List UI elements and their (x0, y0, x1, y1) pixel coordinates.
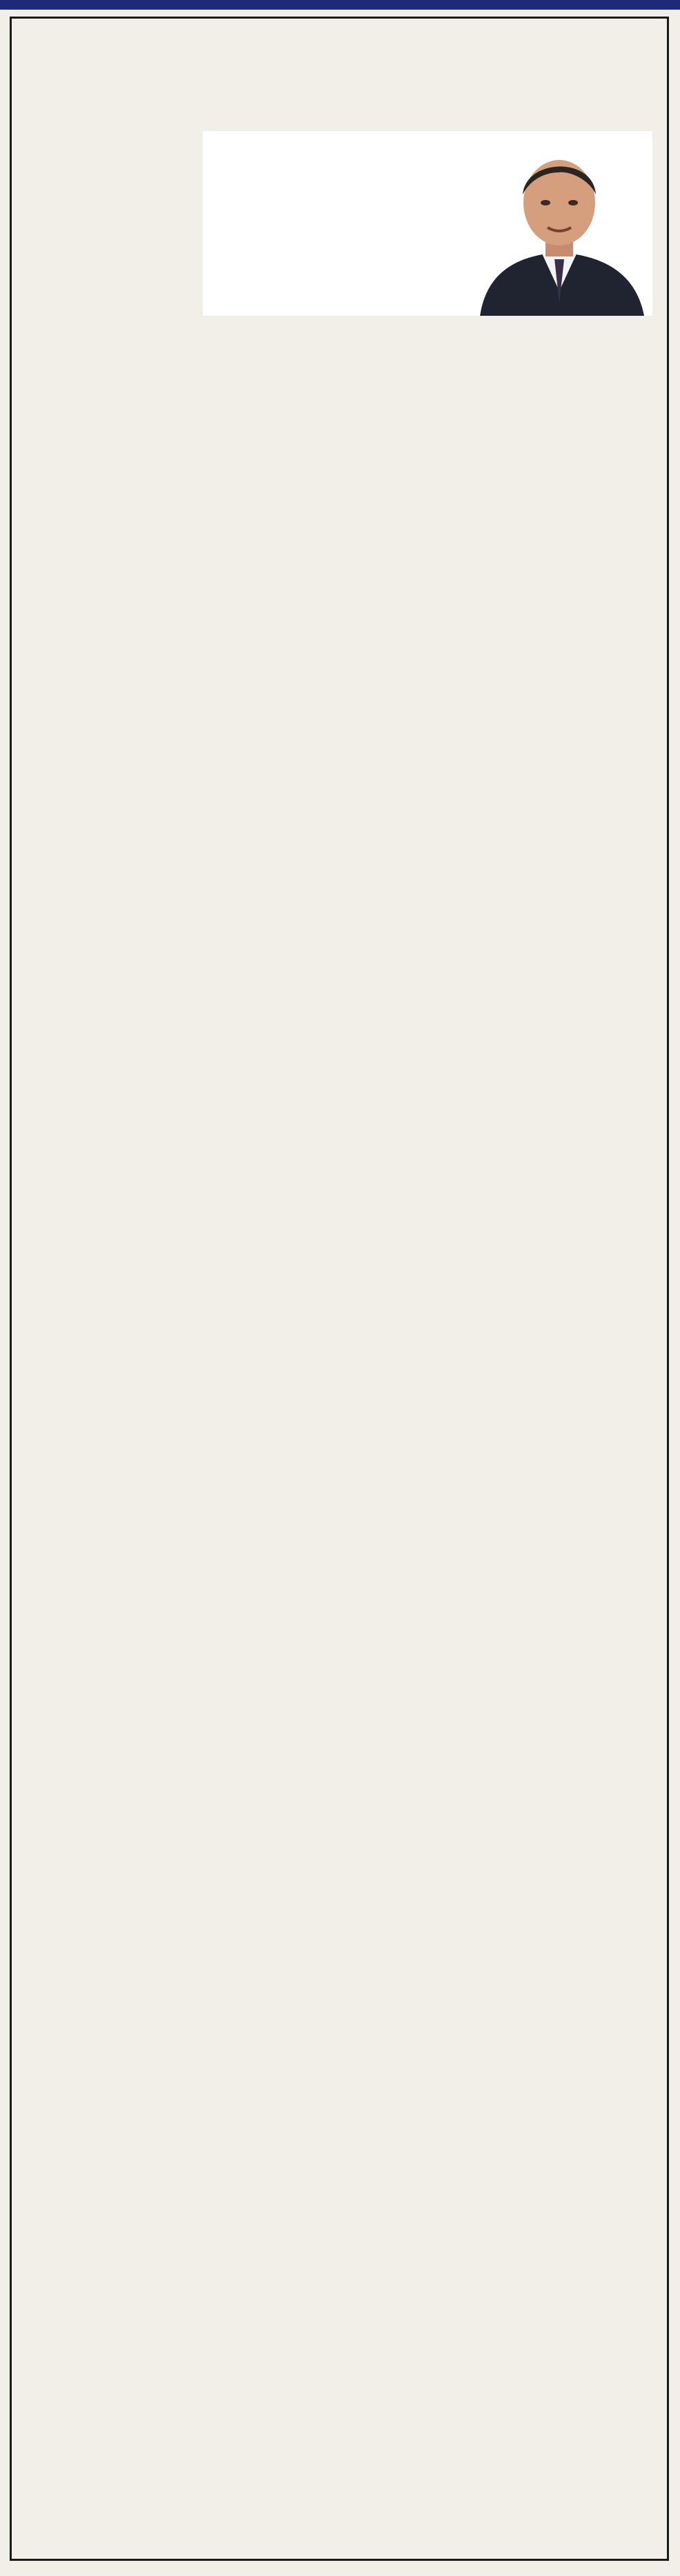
article-frame (10, 17, 669, 2561)
author-box (203, 131, 652, 316)
headline (28, 41, 652, 124)
author-photo (466, 131, 652, 316)
top-color-bar (0, 0, 680, 10)
